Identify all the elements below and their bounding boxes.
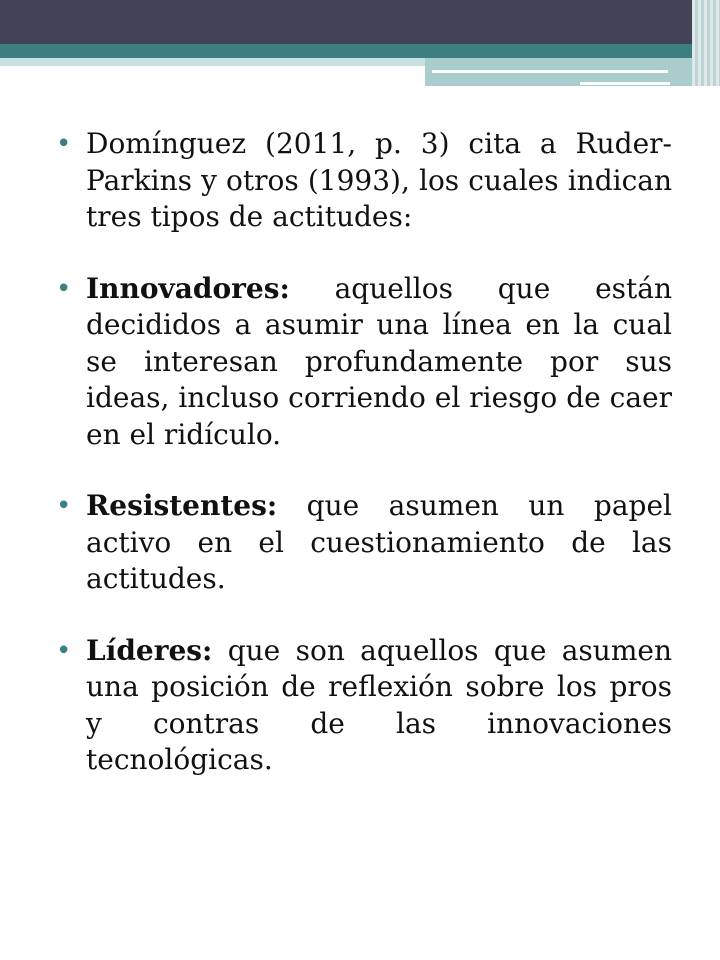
bullet-text: que son aquellos que asumen una posición de reflexión sobre los pros y contras de las innovaciones tecnológicas. xyxy=(86,633,672,776)
bullet-item-resistentes xyxy=(56,488,672,598)
bullet-term: Resistentes: xyxy=(86,489,278,522)
bullet-term: Innovadores: xyxy=(86,271,290,305)
bullet-list xyxy=(56,126,672,814)
bullet-text: que asumen un papel activo en el cuestionamiento de las actitudes. xyxy=(86,489,672,595)
header-band-light-left xyxy=(0,58,425,66)
header-accent-line-short xyxy=(580,82,670,85)
header-band-dark xyxy=(0,0,720,44)
bullet-item-innovadores xyxy=(56,271,672,454)
bullet-text: Domínguez (2011, p. 3) cita a Ruder-Parkins y otros (1993), los cuales indican tres tipos de actitudes: xyxy=(86,127,672,233)
bullet-icon: • xyxy=(56,491,72,521)
bullet-item-intro xyxy=(56,126,672,236)
header-stripes xyxy=(692,0,720,86)
bullet-icon: • xyxy=(56,273,72,304)
bullet-icon: • xyxy=(56,129,72,159)
bullet-term: Líderes: xyxy=(86,633,213,667)
bullet-item-lideres xyxy=(56,633,672,779)
header-band-teal xyxy=(0,44,720,58)
header-accent-line xyxy=(432,70,668,73)
bullet-icon: • xyxy=(56,635,72,666)
bullet-text: aquellos que están decididos a asumir una línea en la cual se interesan profundamente por sus ideas, incluso corriendo el riesgo de caer en el ridículo. xyxy=(86,271,672,451)
